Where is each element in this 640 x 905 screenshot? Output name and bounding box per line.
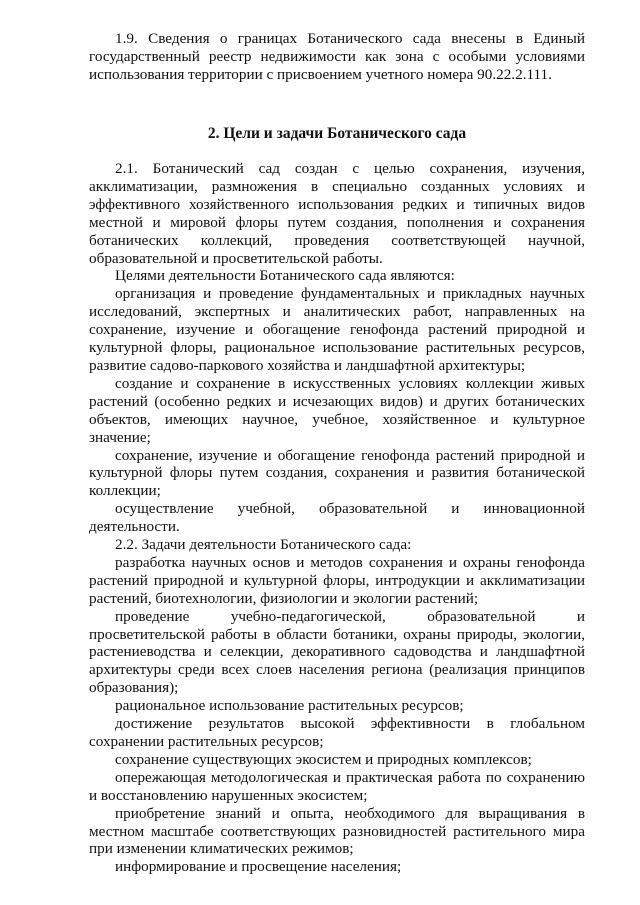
section-2-body [89, 160, 585, 876]
goal-item: организация и проведение фундаментальных и прикладных научных исследований, экспертных и аналитических работ, направленных на сохранение, изучение и обогащение генофонда растений природной и культурной флоры, рациональное использование растительных ресурсов, развитие садово-паркового хозяйства и ландшафтной архитектуры; [89, 285, 585, 374]
goal-item: сохранение, изучение и обогащение генофонда растений природной и культурной флоры путем создания, сохранения и развития ботанической коллекции; [89, 446, 585, 500]
task-item: проведение учебно-педагогической, образовательной и просветительской работы в области ботаники, охраны природы, экологии, растениеводства и селекции, декоративного садоводства и ландшафтной архитектуры среди всех слоев населения региона (реализация принципов образования); [89, 607, 585, 697]
paragraph-2-2: 2.2. Задачи деятельности Ботанического сада: [115, 536, 412, 554]
task-item: сохранение существующих экосистем и природных комплексов; [115, 750, 532, 768]
section-2-heading: 2. Цели и задачи Ботанического сада [207, 125, 467, 142]
task-item: опережающая методологическая и практическая работа по сохранению и восстановлению нарушенных экосистем; [89, 768, 585, 804]
task-item: информирование и просвещение населения; [115, 858, 402, 876]
goals-intro: Целями деятельности Ботанического сада являются: [115, 267, 455, 285]
paragraph-1-9: 1.9. Сведения о границах Ботанического сада внесены в Единый государственный реестр недвижимости как зона с особыми условиями использования территории с присвоением учетного номера 90.22.2.111. [89, 30, 585, 83]
section-1-9 [89, 30, 585, 84]
task-item: рациональное использование растительных ресурсов; [115, 697, 464, 715]
paragraph-2-1: 2.1. Ботанический сад создан с целью сохранения, изучения, акклиматизации, размножения в специально созданных условиях и эффективного хозяйственного использования редких и типичных видов местной и мировой флоры путем создания, пополнения и сохранения ботанических коллекций, проведения соответствующей научной, образовательной и просветительской работы. [89, 160, 585, 267]
goal-item: создание и сохранение в искусственных условиях коллекции живых растений (особенно редких и исчезающих видов) и других ботанических объектов, имеющих научное, учебное, хозяйственное и культурное значение; [89, 374, 585, 446]
task-item: приобретение знаний и опыта, необходимого для выращивания в местном масштабе соответствующих разновидностей растительного мира при изменении климатических режимов; [89, 804, 585, 858]
task-item: разработка научных основ и методов сохранения и охраны генофонда растений природной и культурной флоры, интродукции и акклиматизации растений, биотехнологии, физиологии и экологии растений; [89, 553, 585, 607]
goal-item: осуществление учебной, образовательной и инновационной деятельности. [89, 500, 585, 536]
task-item: достижение результатов высокой эффективности в глобальном сохранении растительных ресурсов; [89, 715, 585, 750]
